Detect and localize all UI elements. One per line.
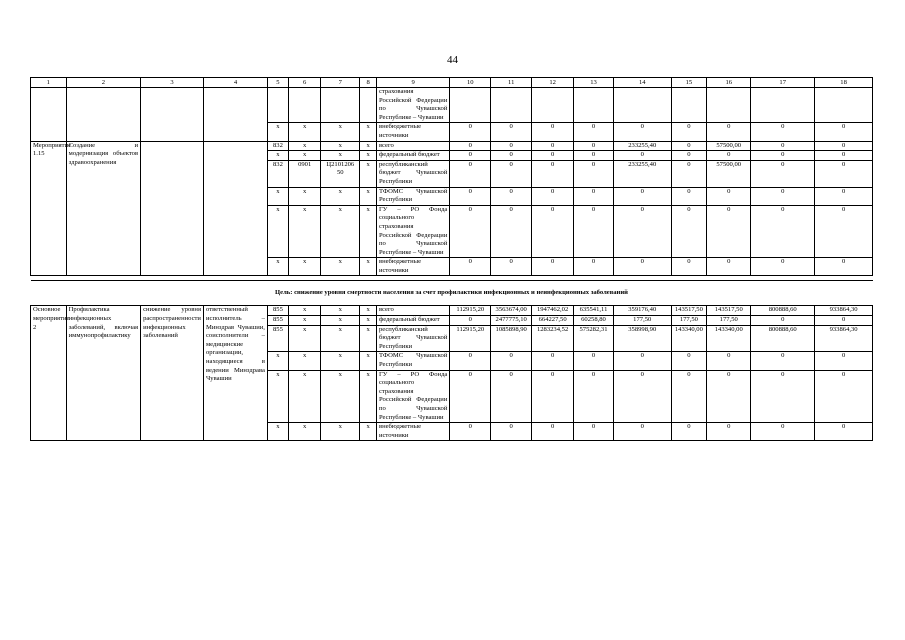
target-code-cell: Ц2101206 50 <box>321 160 360 187</box>
event-description-cell: Профилактика инфекционных заболеваний, включая иммунопрофилактику <box>66 306 140 441</box>
amount-cell: 0 <box>815 123 873 141</box>
amount-cell <box>491 88 532 123</box>
amount-cell: 575282,31 <box>574 325 614 352</box>
funding-source-cell: федеральный бюджет <box>376 316 449 326</box>
header-cell: 14 <box>613 78 671 88</box>
kbk-code-cell: x <box>267 187 288 205</box>
funding-source-cell: республиканский бюджет Чувашской Республики <box>376 160 449 187</box>
empty-cell <box>141 88 204 142</box>
amount-cell: 0 <box>532 423 574 441</box>
expense-type-cell: x <box>360 423 377 441</box>
header-cell: 9 <box>376 78 449 88</box>
amount-cell: 233255,40 <box>613 160 671 187</box>
amount-cell: 0 <box>613 205 671 258</box>
header-cell: 7 <box>321 78 360 88</box>
goal-text: Цель: снижение уровня смертности населения за счет профилактики инфекционных и неинфекционных заболеваний <box>275 289 628 297</box>
amount-cell: 0 <box>815 151 873 161</box>
expense-type-cell: x <box>360 306 377 316</box>
amount-cell <box>707 88 751 123</box>
amount-cell: 0 <box>574 123 614 141</box>
expense-type-cell: x <box>360 151 377 161</box>
amount-cell: 0 <box>671 423 707 441</box>
table-row <box>31 141 873 151</box>
amount-cell: 0 <box>707 352 751 370</box>
amount-cell: 2477775,10 <box>491 316 532 326</box>
funding-source-cell: ТФОМС Чувашской Республики <box>376 187 449 205</box>
amount-cell: 0 <box>707 205 751 258</box>
amount-cell: 1947462,02 <box>532 306 574 316</box>
kbk-code-cell: 855 <box>267 325 288 352</box>
amount-cell: 0 <box>491 187 532 205</box>
amount-cell <box>671 88 707 123</box>
funding-source-cell: всего <box>376 306 449 316</box>
kbk-code-cell: x <box>267 205 288 258</box>
kbk-code-cell: x <box>267 151 288 161</box>
section-code-cell: x <box>288 325 321 352</box>
empty-cell <box>203 88 267 142</box>
header-cell: 8 <box>360 78 377 88</box>
amount-cell: 0 <box>751 160 815 187</box>
header-cell: 4 <box>203 78 267 88</box>
amount-cell: 0 <box>751 352 815 370</box>
target-code-cell: x <box>321 352 360 370</box>
header-cell: 6 <box>288 78 321 88</box>
event-description-cell: Создание и модернизация объектов здравоохранения <box>66 141 140 276</box>
table-row <box>31 306 873 316</box>
amount-cell: 143340,00 <box>671 325 707 352</box>
section-code-cell: x <box>288 151 321 161</box>
header-cell: 10 <box>450 78 491 88</box>
funding-source-cell: внебюджетные источники <box>376 423 449 441</box>
header-cell: 16 <box>707 78 751 88</box>
kbk-code-cell: 832 <box>267 141 288 151</box>
target-code-cell: x <box>321 325 360 352</box>
amount-cell: 0 <box>751 187 815 205</box>
funding-source-cell: федеральный бюджет <box>376 151 449 161</box>
target-code-cell: x <box>321 205 360 258</box>
section-code-cell: x <box>288 423 321 441</box>
expense-type-cell: x <box>360 205 377 258</box>
goal-row <box>31 281 873 306</box>
executor-cell <box>203 141 267 276</box>
amount-cell: 0 <box>532 205 574 258</box>
amount-cell <box>751 88 815 123</box>
amount-cell: 143517,50 <box>707 306 751 316</box>
expense-type-cell: x <box>360 187 377 205</box>
amount-cell: 0 <box>450 205 491 258</box>
amount-cell: 0 <box>751 151 815 161</box>
amount-cell: 0 <box>450 123 491 141</box>
amount-cell: 0 <box>671 187 707 205</box>
amount-cell: 177,50 <box>613 316 671 326</box>
header-cell: 2 <box>66 78 140 88</box>
amount-cell: 0 <box>751 370 815 423</box>
kbk-code-cell: x <box>267 370 288 423</box>
amount-cell: 0 <box>815 187 873 205</box>
amount-cell: 112915,20 <box>450 325 491 352</box>
amount-cell: 0 <box>671 151 707 161</box>
section-code-cell: x <box>288 141 321 151</box>
header-cell: 1 <box>31 78 67 88</box>
amount-cell: 0 <box>574 258 614 276</box>
executor-cell: ответственный исполнитель – Минздрав Чувашии, соисполнители – медицинские организации, находящиеся в ведении Минздрава Чувашии <box>203 306 267 441</box>
amount-cell: 143340,00 <box>707 325 751 352</box>
amount-cell: 0 <box>532 187 574 205</box>
header-cell: 18 <box>815 78 873 88</box>
amount-cell: 0 <box>574 160 614 187</box>
target-code-cell: x <box>321 306 360 316</box>
amount-cell: 0 <box>532 370 574 423</box>
event-name-cell: Мероприятие 1.15 <box>31 141 67 276</box>
amount-cell: 0 <box>491 141 532 151</box>
amount-cell: 0 <box>450 258 491 276</box>
funding-source-cell: ГУ – РО Фонда социального страхования Российской Федерации по Чувашской Республике – Чувашии <box>376 370 449 423</box>
empty-cell <box>66 88 140 142</box>
target-code-cell: x <box>321 141 360 151</box>
amount-cell: 0 <box>707 423 751 441</box>
target-code-cell: x <box>321 258 360 276</box>
header-cell: 13 <box>574 78 614 88</box>
amount-cell: 0 <box>491 258 532 276</box>
amount-cell <box>815 88 873 123</box>
amount-cell: 57500,00 <box>707 160 751 187</box>
kbk-code-cell: x <box>267 423 288 441</box>
amount-cell: 177,50 <box>671 316 707 326</box>
amount-cell: 0 <box>815 352 873 370</box>
section-1 <box>31 88 873 276</box>
amount-cell: 359176,40 <box>613 306 671 316</box>
amount-cell: 0 <box>450 151 491 161</box>
amount-cell: 0 <box>671 123 707 141</box>
kbk-code-cell: 832 <box>267 160 288 187</box>
amount-cell: 0 <box>815 316 873 326</box>
amount-cell: 0 <box>574 370 614 423</box>
expense-type-cell <box>360 88 377 123</box>
kbk-code-cell: x <box>267 352 288 370</box>
kbk-code-cell: x <box>267 123 288 141</box>
header-cell: 17 <box>751 78 815 88</box>
amount-cell: 0 <box>574 423 614 441</box>
amount-cell: 0 <box>707 187 751 205</box>
page-number: 44 <box>447 54 458 66</box>
amount-cell: 0 <box>671 258 707 276</box>
amount-cell: 0 <box>671 141 707 151</box>
section-code-cell: x <box>288 205 321 258</box>
amount-cell: 800888,60 <box>751 306 815 316</box>
section-code-cell: x <box>288 316 321 326</box>
funding-source-cell: ТФОМС Чувашской Республики <box>376 352 449 370</box>
funding-source-cell: внебюджетные источники <box>376 123 449 141</box>
funding-source-cell: внебюджетные источники <box>376 258 449 276</box>
amount-cell: 0 <box>450 141 491 151</box>
kbk-code-cell: 855 <box>267 306 288 316</box>
amount-cell: 0 <box>450 370 491 423</box>
expected-result-cell <box>141 141 204 276</box>
amount-cell: 933864,30 <box>815 306 873 316</box>
amount-cell: 0 <box>613 123 671 141</box>
amount-cell: 0 <box>532 352 574 370</box>
amount-cell: 0 <box>751 123 815 141</box>
expected-result-cell: снижение уровня распространенности инфекционных заболеваний <box>141 306 204 441</box>
expense-type-cell: x <box>360 160 377 187</box>
amount-cell: 358998,90 <box>613 325 671 352</box>
amount-cell: 0 <box>671 352 707 370</box>
amount-cell <box>613 88 671 123</box>
expense-type-cell: x <box>360 370 377 423</box>
amount-cell: 0 <box>574 151 614 161</box>
amount-cell: 0 <box>613 187 671 205</box>
table-row <box>31 88 873 123</box>
amount-cell: 0 <box>613 352 671 370</box>
amount-cell: 0 <box>574 141 614 151</box>
amount-cell: 0 <box>707 258 751 276</box>
event-name-cell: Основное мероприятие 2 <box>31 306 67 441</box>
amount-cell: 0 <box>671 205 707 258</box>
amount-cell: 0 <box>613 423 671 441</box>
amount-cell: 0 <box>751 205 815 258</box>
section-code-cell: x <box>288 258 321 276</box>
amount-cell: 0 <box>491 123 532 141</box>
amount-cell: 0 <box>450 187 491 205</box>
expense-type-cell: x <box>360 316 377 326</box>
target-code-cell: x <box>321 370 360 423</box>
amount-cell: 0 <box>613 258 671 276</box>
amount-cell: 800888,60 <box>751 325 815 352</box>
amount-cell <box>532 88 574 123</box>
target-code-cell: x <box>321 151 360 161</box>
amount-cell: 933864,30 <box>815 325 873 352</box>
funding-source-cell: ГУ – РО Фонда социального страхования Российской Федерации по Чувашской Республике – Чувашии <box>376 205 449 258</box>
section-code-cell <box>288 88 321 123</box>
expense-type-cell: x <box>360 123 377 141</box>
empty-cell <box>31 88 67 142</box>
amount-cell: 0 <box>491 205 532 258</box>
header-cell: 3 <box>141 78 204 88</box>
header-cell: 12 <box>532 78 574 88</box>
amount-cell <box>574 88 614 123</box>
amount-cell: 0 <box>613 151 671 161</box>
target-code-cell: x <box>321 316 360 326</box>
header-cell: 15 <box>671 78 707 88</box>
funding-source-cell: всего <box>376 141 449 151</box>
target-code-cell: x <box>321 123 360 141</box>
amount-cell: 0 <box>491 352 532 370</box>
amount-cell: 177,50 <box>707 316 751 326</box>
amount-cell: 1283234,52 <box>532 325 574 352</box>
amount-cell: 0 <box>815 205 873 258</box>
amount-cell: 664227,50 <box>532 316 574 326</box>
amount-cell: 3563674,00 <box>491 306 532 316</box>
header-row <box>31 78 873 88</box>
section-code-cell: x <box>288 306 321 316</box>
amount-cell: 0 <box>574 187 614 205</box>
amount-cell: 0 <box>532 258 574 276</box>
expense-type-cell: x <box>360 258 377 276</box>
amount-cell: 1085898,90 <box>491 325 532 352</box>
amount-cell: 0 <box>450 423 491 441</box>
target-code-cell: x <box>321 187 360 205</box>
kbk-code-cell <box>267 88 288 123</box>
section-2 <box>31 306 873 441</box>
amount-cell: 0 <box>751 423 815 441</box>
amount-cell: 0 <box>450 352 491 370</box>
target-code-cell: x <box>321 423 360 441</box>
kbk-code-cell: 855 <box>267 316 288 326</box>
amount-cell: 233255,40 <box>613 141 671 151</box>
amount-cell: 112915,20 <box>450 306 491 316</box>
kbk-code-cell: x <box>267 258 288 276</box>
amount-cell: 0 <box>707 123 751 141</box>
section-code-cell: 0901 <box>288 160 321 187</box>
amount-cell: 0 <box>491 370 532 423</box>
amount-cell: 0 <box>751 316 815 326</box>
amount-cell: 0 <box>751 258 815 276</box>
amount-cell: 0 <box>574 352 614 370</box>
amount-cell: 0 <box>574 205 614 258</box>
section-code-cell: x <box>288 123 321 141</box>
amount-cell: 0 <box>532 141 574 151</box>
funding-source-cell: республиканский бюджет Чувашской Республики <box>376 325 449 352</box>
amount-cell: 0 <box>707 151 751 161</box>
amount-cell: 635541,11 <box>574 306 614 316</box>
amount-cell: 0 <box>491 151 532 161</box>
amount-cell: 0 <box>671 160 707 187</box>
amount-cell: 0 <box>707 370 751 423</box>
expense-type-cell: x <box>360 325 377 352</box>
amount-cell: 0 <box>815 141 873 151</box>
amount-cell: 0 <box>491 423 532 441</box>
amount-cell: 0 <box>613 370 671 423</box>
amount-cell: 57500,00 <box>707 141 751 151</box>
amount-cell: 0 <box>450 316 491 326</box>
amount-cell: 0 <box>751 141 815 151</box>
amount-cell: 0 <box>491 160 532 187</box>
amount-cell: 0 <box>532 160 574 187</box>
expense-type-cell: x <box>360 141 377 151</box>
amount-cell: 0 <box>815 160 873 187</box>
amount-cell: 60258,80 <box>574 316 614 326</box>
amount-cell <box>450 88 491 123</box>
amount-cell: 0 <box>532 123 574 141</box>
section-code-cell: x <box>288 187 321 205</box>
expense-type-cell: x <box>360 352 377 370</box>
header-cell: 11 <box>491 78 532 88</box>
amount-cell: 0 <box>815 423 873 441</box>
funding-source-cell: страхования Российской Федерации по Чувашской Республике – Чувашии <box>376 88 449 123</box>
amount-cell: 0 <box>815 258 873 276</box>
amount-cell: 143517,50 <box>671 306 707 316</box>
header-cell: 5 <box>267 78 288 88</box>
target-code-cell <box>321 88 360 123</box>
section-code-cell: x <box>288 352 321 370</box>
amount-cell: 0 <box>450 160 491 187</box>
amount-cell: 0 <box>815 370 873 423</box>
section-code-cell: x <box>288 370 321 423</box>
budget-table <box>30 77 873 441</box>
amount-cell: 0 <box>671 370 707 423</box>
amount-cell: 0 <box>532 151 574 161</box>
